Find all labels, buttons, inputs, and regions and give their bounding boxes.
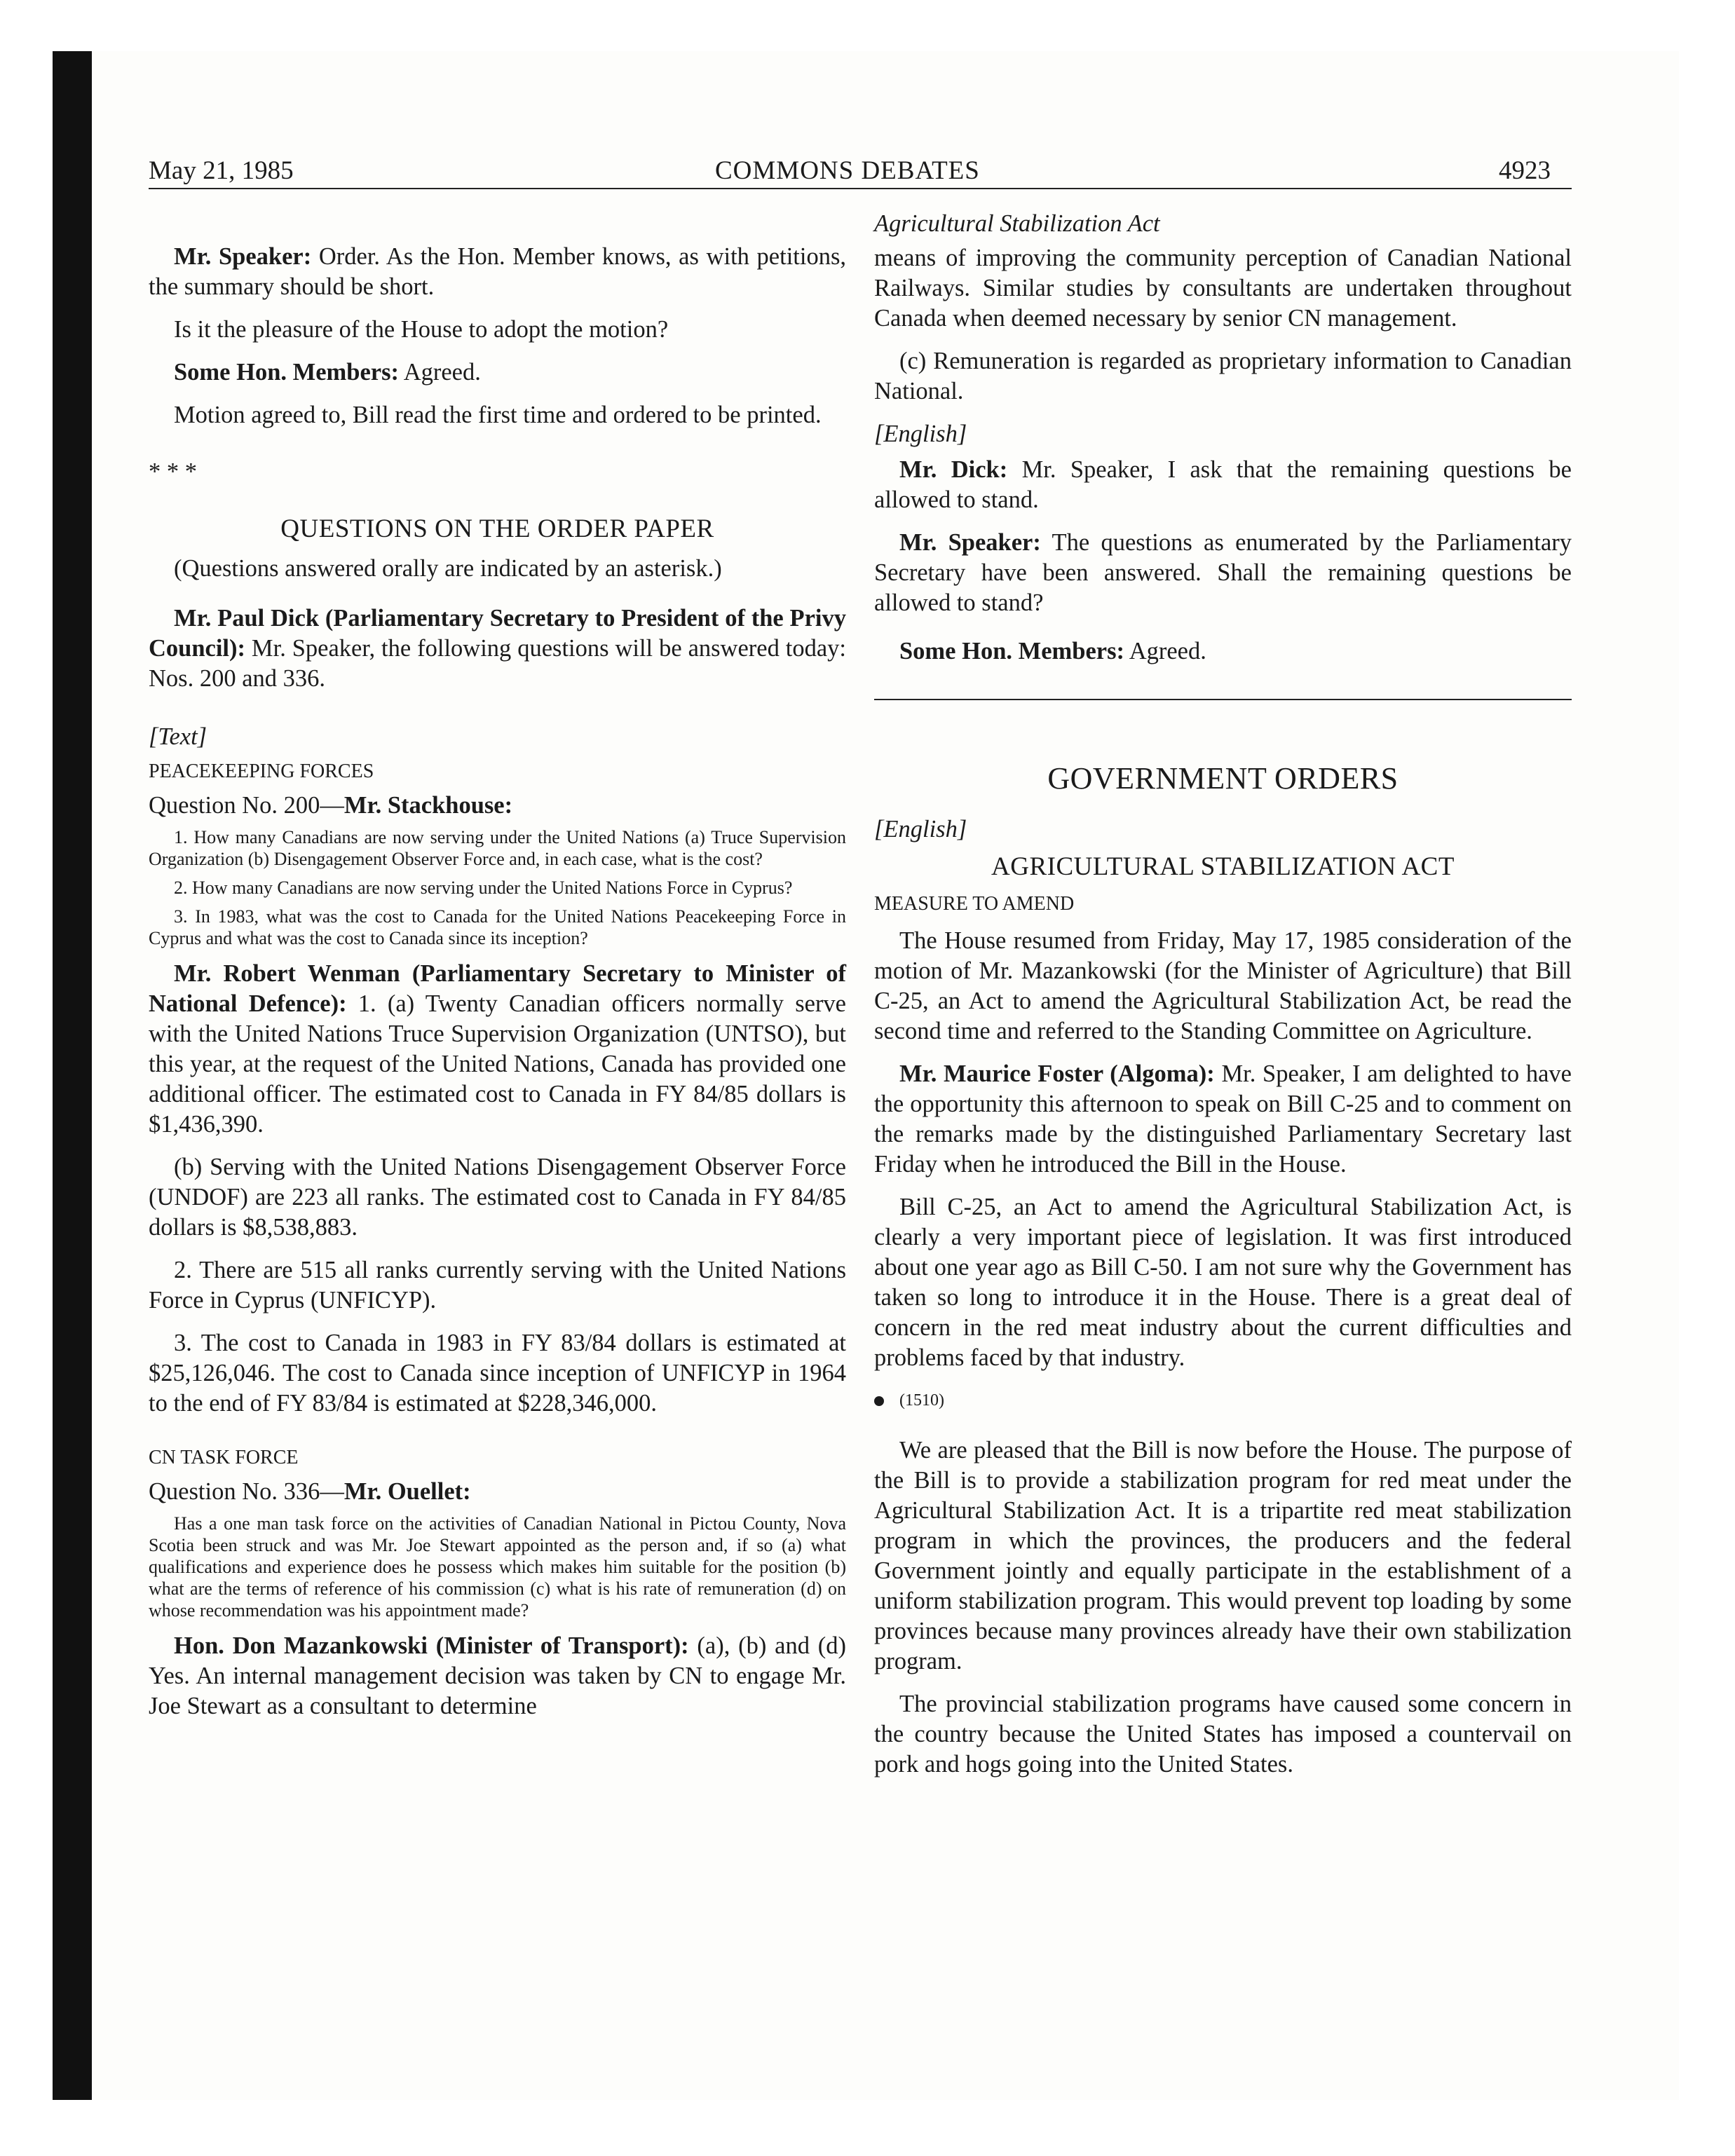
speaker-name: Some Hon. Members:: [899, 638, 1124, 664]
member-name: Mr. Stackhouse:: [343, 792, 513, 819]
header-date: May 21, 1985: [149, 156, 294, 185]
section-note: (Questions answered orally are indicated by an asterisk.): [174, 555, 722, 582]
question-text: [149, 826, 846, 949]
paragraph: [149, 603, 846, 694]
language-tag: [Text]: [149, 723, 207, 750]
paragraph: [874, 1059, 1572, 1180]
paragraph: Is it the pleasure of the House to adopt the motion?: [174, 316, 669, 343]
speaker-name: Mr. Speaker:: [174, 243, 312, 270]
question-label: Question No. 200—: [149, 792, 344, 819]
header-title: COMMONS DEBATES: [715, 156, 980, 185]
act-subheading: MEASURE TO AMEND: [874, 893, 1075, 915]
section-separator: * * *: [149, 458, 197, 485]
speech-text: Order. As the Hon. Member knows, as with petitions, the summary should be short.: [149, 243, 847, 300]
left-column: [149, 242, 846, 1734]
paragraph: 3. The cost to Canada in 1983 in FY 83/84 dollars is estimated at $25,126,046. The cost to Canada since inception of UNFICYP in 1964 to the end of FY 83/84 is estimated at $228,346,000.: [149, 1330, 846, 1417]
language-tag: [English]: [874, 816, 967, 842]
question-text: [149, 1513, 846, 1621]
paragraph: We are pleased that the Bill is now before the House. The purpose of the Bill is to provide a stabilization program for red meat under the Agricultural Stabilization Act. It is a tripartite red meat stabilization program in which the provinces, the producers and the federal Government jointly and equally participate in the establishment of a uniform stabilization program. This would prevent top loading by some provinces because many provinces already have their own stabilization program.: [874, 1437, 1572, 1674]
language-tag: [English]: [874, 421, 967, 447]
speaker-name: Some Hon. Members:: [174, 359, 399, 386]
right-column: [874, 209, 1572, 1792]
question-item: 3. In 1983, what was the cost to Canada for the United Nations Peacekeeping Force in Cyprus and what was the cost to Canada since its inception?: [149, 906, 846, 948]
paragraph: [874, 528, 1572, 618]
scan-edge: [53, 51, 92, 2100]
paragraph: [874, 455, 1572, 515]
speaker-name: Mr. Maurice Foster (Algoma):: [899, 1060, 1215, 1087]
speech-text: Mr. Speaker, I ask that the remaining questions be allowed to stand.: [874, 456, 1572, 513]
section-rule: [874, 699, 1572, 700]
question-item: Has a one man task force on the activities of Canadian National in Pictou County, Nova Scotia been struck and was Mr. Joe Stewart appointed as the person and, if so (a) what qualifications and experience does he possess which makes him suitable for the position (b) what are the terms of reference of his commission (c) what is his rate of remuneration (d) on whose recommendation was his appointment made?: [149, 1513, 846, 1621]
speech-text: Mr. Speaker, the following questions will be answered today: Nos. 200 and 336.: [149, 635, 846, 692]
paragraph: [149, 959, 846, 1140]
time-marker: [874, 1386, 1572, 1416]
question-item: 1. How many Canadians are now serving under the United Nations (a) Truce Supervision Organization (b) Disengagement Observer Force and, in each case, what is the cost?: [149, 827, 846, 869]
header-page-number: 4923: [1499, 156, 1551, 185]
paragraph: [874, 636, 1572, 667]
section-heading: GOVERNMENT ORDERS: [1047, 761, 1399, 796]
speaker-name: Mr. Paul Dick (Parliamentary Secretary to President of the Privy Council):: [149, 605, 846, 662]
paragraph: means of improving the community perception of Canadian National Railways. Similar studies by consultants are undertaken throughout Canada when deemed necessary by senior CN management.: [874, 245, 1572, 332]
running-head: Agricultural Stabilization Act: [874, 210, 1160, 237]
question-heading: CN TASK FORCE: [149, 1447, 299, 1468]
question-number: [149, 1477, 846, 1507]
paragraph: Motion agreed to, Bill read the first time and ordered to be printed.: [174, 402, 822, 428]
paragraph: [149, 242, 846, 302]
paragraph: The House resumed from Friday, May 17, 1985 consideration of the motion of Mr. Mazankowski (for the Minister of Agriculture) that Bill C-25, an Act to amend the Agricultural Stabilization Act, be read the second time and referred to the Standing Committee on Agriculture.: [874, 927, 1572, 1044]
paragraph: (b) Serving with the United Nations Disengagement Observer Force (UNDOF) are 223 all ranks. The estimated cost to Canada in FY 84/85 dollars is $8,538,883.: [149, 1154, 846, 1241]
question-number: [149, 791, 846, 821]
speech-text: 1. (a) Twenty Canadian officers normally serve with the United Nations Truce Supervision Organization (UNTSO), but this year, at the request of the United Nations, Canada has provided one additional officer. The estimated cost to Canada in FY 84/85 dollars is $1,436,390.: [149, 990, 846, 1138]
speaker-name: Mr. Speaker:: [899, 529, 1041, 556]
speech-text: Mr. Speaker, I am delighted to have the opportunity this afternoon to speak on Bill C-25 and to comment on the remarks made by the distinguished Parliamentary Secretary last Friday when he introduced the Bill in the House.: [874, 1060, 1572, 1178]
paragraph: (c) Remuneration is regarded as proprietary information to Canadian National.: [874, 348, 1572, 404]
time-marker-text: (1510): [899, 1391, 944, 1410]
speaker-name: Mr. Dick:: [899, 456, 1008, 483]
question-heading: PEACEKEEPING FORCES: [149, 760, 374, 782]
header-rule: [149, 188, 1572, 189]
section-heading: QUESTIONS ON THE ORDER PAPER: [280, 514, 714, 543]
bullet-icon: [874, 1396, 884, 1406]
paragraph: The provincial stabilization programs have caused some concern in the country because the United States has imposed a countervail on pork and hogs going into the United States.: [874, 1691, 1572, 1778]
member-name: Mr. Ouellet:: [343, 1478, 471, 1505]
act-heading: AGRICULTURAL STABILIZATION ACT: [991, 852, 1455, 881]
paragraph: Bill C-25, an Act to amend the Agricultural Stabilization Act, is clearly a very important piece of legislation. It was first introduced about one year ago as Bill C-50. I am not sure why the Government has taken so long to introduce it in the House. There is a great deal of concern in the red meat industry about the current difficulties and problems faced by that industry.: [874, 1194, 1572, 1371]
speech-text: Agreed.: [1124, 638, 1206, 664]
speaker-name: Mr. Robert Wenman (Parliamentary Secretary to Minister of National Defence):: [149, 960, 846, 1017]
speech-text: (a), (b) and (d) Yes. An internal management decision was taken by CN to engage Mr. Joe Stewart as a consultant to determine: [149, 1632, 846, 1719]
paragraph: [149, 1631, 846, 1721]
paragraph: [149, 357, 846, 388]
paragraph: 2. There are 515 all ranks currently serving with the United Nations Force in Cyprus (UNFICYP).: [149, 1257, 846, 1314]
speaker-name: Hon. Don Mazankowski (Minister of Transport):: [174, 1632, 689, 1659]
question-item: 2. How many Canadians are now serving under the United Nations Force in Cyprus?: [174, 878, 793, 898]
speech-text: Agreed.: [398, 359, 481, 386]
question-label: Question No. 336—: [149, 1478, 344, 1505]
speech-text: The questions as enumerated by the Parliamentary Secretary have been answered. Shall the remaining questions be allowed to stand?: [874, 529, 1572, 616]
